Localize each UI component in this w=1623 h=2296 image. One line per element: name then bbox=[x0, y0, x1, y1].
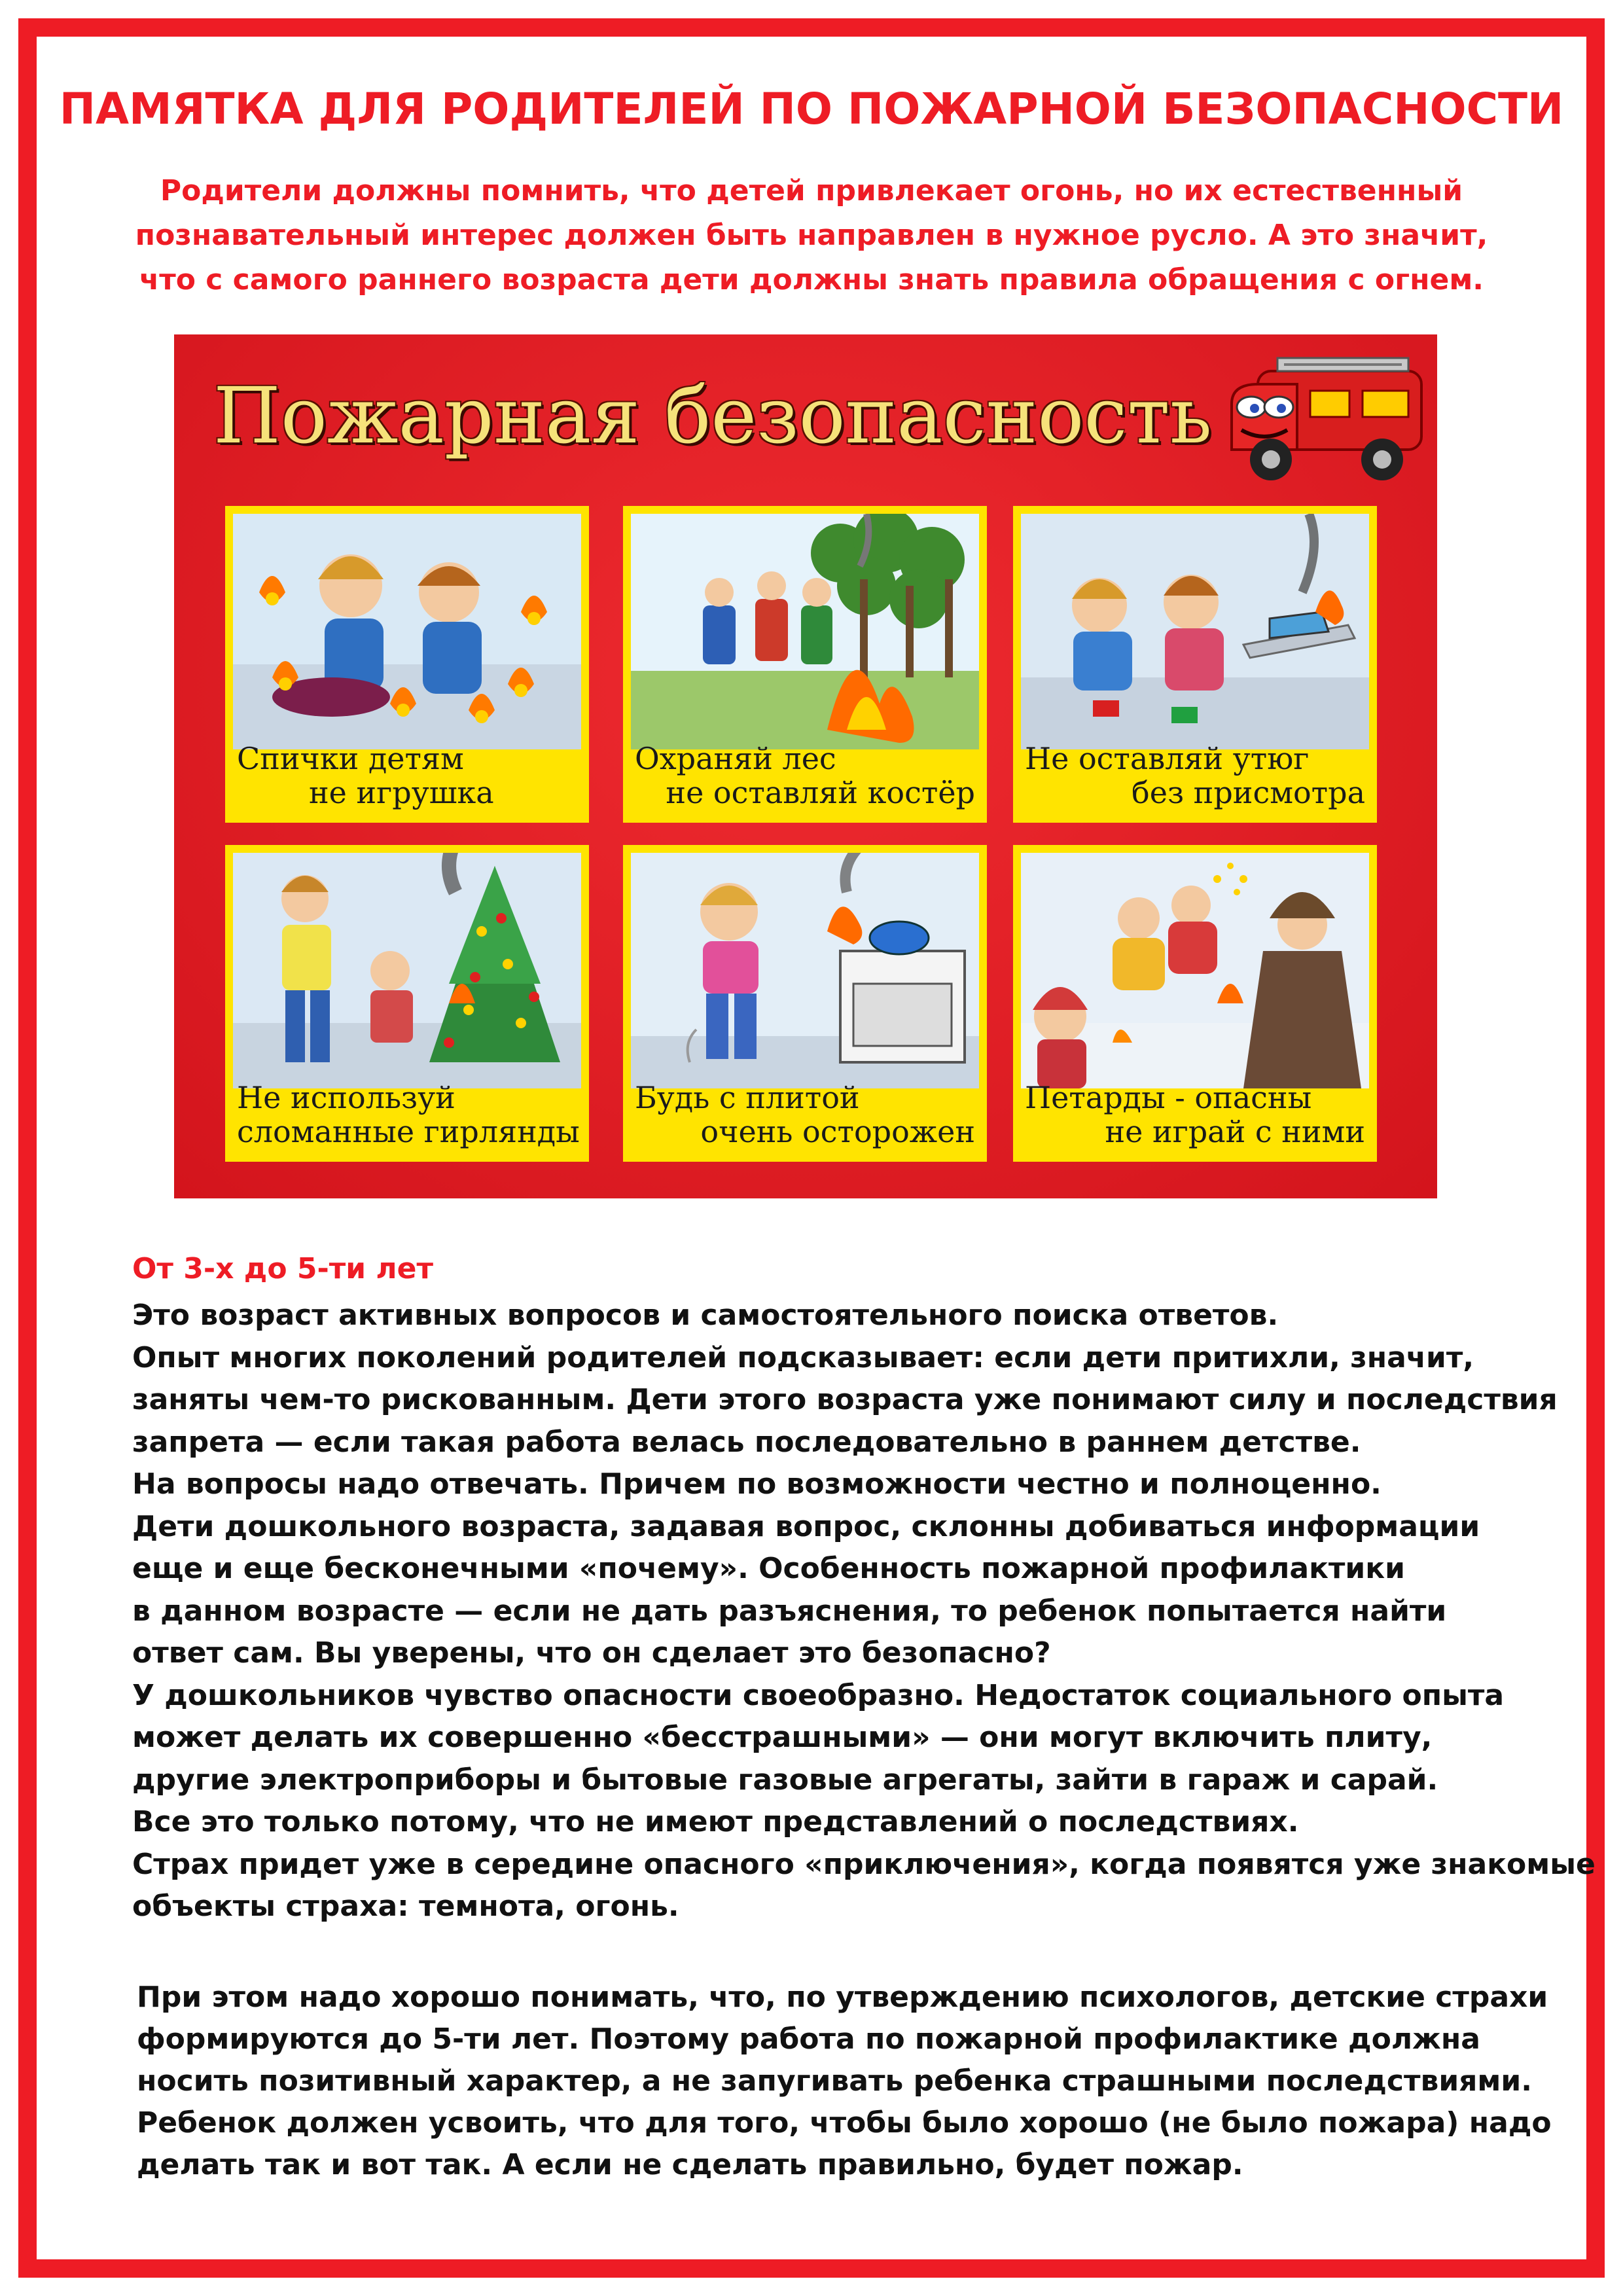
intro-line: Родители должны помнить, что детей привлекает огонь, но их естественный bbox=[160, 174, 1463, 207]
panel-illustration bbox=[631, 514, 979, 749]
closing-line: делать так и вот так. А если не сделать правильно, будет пожар. bbox=[137, 2148, 1243, 2181]
panel-illustration bbox=[1021, 853, 1369, 1088]
section-heading: От 3-х до 5-ти лет bbox=[132, 1252, 433, 1285]
intro-line: что с самого раннего возраста дети должны знать правила обращения с огнем. bbox=[139, 263, 1484, 296]
fire-truck-icon bbox=[1219, 345, 1435, 495]
panel-matches bbox=[225, 506, 589, 823]
body-line: еще и еще бесконечными «почему». Особенность пожарной профилактики bbox=[132, 1552, 1405, 1585]
panel-illustration bbox=[631, 853, 979, 1088]
intro-paragraph bbox=[0, 169, 1623, 302]
panel-caption: Спички детям не игрушка bbox=[237, 741, 494, 810]
panel-illustration bbox=[233, 514, 581, 749]
panel-illustration bbox=[233, 853, 581, 1088]
body-line: запрета — если такая работа велась последовательно в раннем детстве. bbox=[132, 1425, 1361, 1459]
body-line: другие электроприборы и бытовые газовые агрегаты, зайти в гараж и сарай. bbox=[132, 1763, 1438, 1797]
panel-caption: Не оставляй утюг без присмотра bbox=[1025, 741, 1365, 810]
section-body bbox=[132, 1295, 1596, 1928]
closing-line: При этом надо хорошо понимать, что, по утверждению психологов, детские страхи bbox=[137, 1981, 1548, 2014]
panel-firecrackers bbox=[1013, 845, 1377, 1162]
body-line: может делать их совершенно «бесстрашными» — они могут включить плиту, bbox=[132, 1721, 1433, 1754]
body-line: Все это только потому, что не имеют представлений о последствиях. bbox=[132, 1805, 1299, 1839]
panel-caption: Охраняй лес не оставляй костёр bbox=[635, 741, 975, 810]
poster-title: Пожарная безопасность bbox=[213, 370, 1212, 461]
body-line: На вопросы надо отвечать. Причем по возможности честно и полноценно. bbox=[132, 1467, 1382, 1501]
body-line: в данном возрасте — если не дать разъяснения, то ребенок попытается найти bbox=[132, 1594, 1447, 1628]
fire-safety-poster bbox=[174, 334, 1437, 1198]
page-title: ПАМЯТКА ДЛЯ РОДИТЕЛЕЙ ПО ПОЖАРНОЙ БЕЗОПАСНОСТИ bbox=[59, 84, 1564, 134]
body-line: заняты чем-то рискованным. Дети этого возраста уже понимают силу и последствия bbox=[132, 1383, 1558, 1416]
panel-illustration bbox=[1021, 514, 1369, 749]
body-line: Страх придет уже в середине опасного «приключения», когда появятся уже знакомые bbox=[132, 1847, 1596, 1881]
panel-stove bbox=[623, 845, 987, 1162]
panel-caption: Будь с плитой очень осторожен bbox=[635, 1080, 975, 1149]
panel-forest bbox=[623, 506, 987, 823]
body-line: Это возраст активных вопросов и самостоятельного поиска ответов. bbox=[132, 1299, 1279, 1332]
body-line: Дети дошкольного возраста, задавая вопрос, склонны добиваться информации bbox=[132, 1509, 1480, 1543]
body-line: объекты страха: темнота, огонь. bbox=[132, 1890, 679, 1923]
closing-line: носить позитивный характер, а не запугивать ребенка страшными последствиями. bbox=[137, 2064, 1532, 2098]
intro-line: познавательный интерес должен быть направлен в нужное русло. А это значит, bbox=[135, 219, 1488, 252]
panel-garland bbox=[225, 845, 589, 1162]
panel-iron bbox=[1013, 506, 1377, 823]
closing-line: Ребенок должен усвоить, что для того, чтобы было хорошо (не было пожара) надо bbox=[137, 2106, 1552, 2140]
panel-caption: Петарды - опасны не играй с ними bbox=[1025, 1080, 1365, 1149]
panel-caption: Не используй сломанные гирлянды bbox=[237, 1080, 580, 1149]
body-line: У дошкольников чувство опасности своеобразно. Недостаток социального опыта bbox=[132, 1678, 1505, 1712]
body-line: ответ сам. Вы уверены, что он сделает это безопасно? bbox=[132, 1636, 1051, 1670]
closing-line: формируются до 5-ти лет. Поэтому работа по пожарной профилактике должна bbox=[137, 2022, 1480, 2056]
body-line: Опыт многих поколений родителей подсказывает: если дети притихли, значит, bbox=[132, 1340, 1474, 1374]
closing-paragraph bbox=[137, 1977, 1552, 2186]
